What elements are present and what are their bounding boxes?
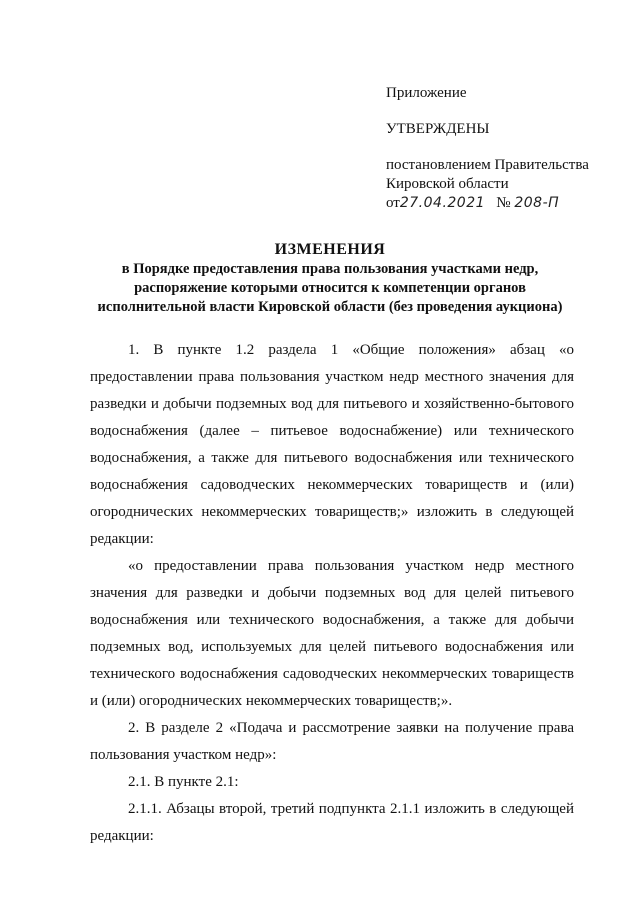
decree-line-1: постановлением Правительства [386,157,589,173]
appendix-label: Приложение [386,85,467,101]
title-line-1: в Порядке предоставления права пользования участками недр, [121,261,539,277]
paragraph-1: 1. В пункте 1.2 раздела 1 «Общие положения» абзац «о предоставлении права пользования участком недр местного значения для разведки и добычи подземных вод для питьевого и хозяйственно-бытового водоснабжения (далее – питьевое водоснабжение) или технического водоснабжения, а также для питьевого водоснабжения или технического водоснабжения садоводческих некоммерческих товариществ и (или) огороднических некоммерческих товариществ;» изложить в следующей редакции: [90,342,574,547]
paragraph-3: 2. В разделе 2 «Подача и рассмотрение заявки на получение права пользования участком недр»: [90,720,574,763]
number-prefix: № [496,195,511,211]
document-title [60,240,600,317]
approved-label: УТВЕРЖДЕНЫ [386,121,490,137]
handwritten-date: 27.04.2021 [399,195,486,211]
handwritten-number: 208-П [514,195,560,211]
paragraph-2: «о предоставлении права пользования участком недр местного значения для разведки и добычи подземных вод для целей питьевого водоснабжения или технического водоснабжения, а также для добычи подземных вод, используемых для целей питьевого водоснабжения или технического водоснабжения садоводческих некоммерческих товариществ и (или) огороднических некоммерческих товариществ;». [90,558,574,709]
approval-stamp-block [386,84,621,213]
document-body [90,337,574,850]
decree-line-2: Кировской области [386,176,509,192]
title-line-2: распоряжение которыми относится к компетенции органов [134,280,526,296]
paragraph-4: 2.1. В пункте 2.1: [128,774,239,790]
title-main: ИЗМЕНЕНИЯ [274,241,386,258]
date-number-line [386,194,621,213]
date-prefix: от [386,195,400,211]
title-line-3: исполнительной власти Кировской области (без проведения аукциона) [97,299,563,315]
paragraph-5: 2.1.1. Абзацы второй, третий подпункта 2.1.1 изложить в следующей редакции: [90,801,574,844]
